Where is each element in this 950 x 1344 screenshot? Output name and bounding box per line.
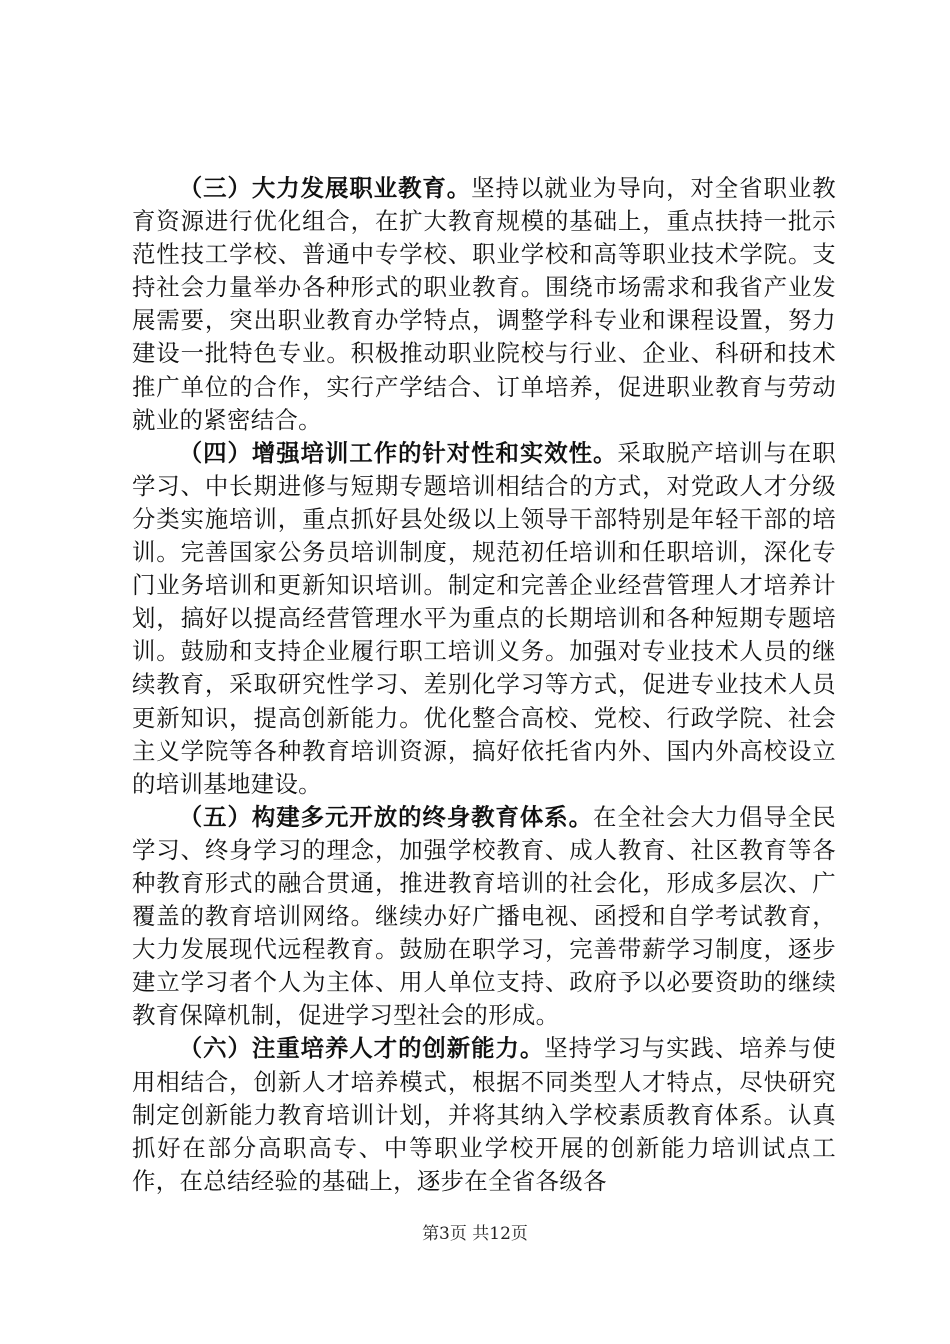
paragraph-innovation-ability [132, 1032, 836, 1197]
paragraph-heading: （五）构建多元开放的终身教育体系。 [178, 802, 593, 831]
paragraph-heading: （三）大力发展职业教育。 [178, 174, 472, 202]
paragraph-vocational-education [132, 172, 836, 437]
paragraph-body: 坚持学习与实践、培养与使用相结合，创新人才培养模式，根据不同类型人才特点，尽快研究制定创新能力教育培训计划，并将其纳入学校素质教育体系。认真抓好在部分高职高专、中等职业学校开展的创新能力培训试点工作，在总结经验的基础上，逐步在全省各级各 [132, 1034, 837, 1195]
paragraph-lifelong-education [132, 801, 836, 1033]
paragraph-training-effectiveness [132, 437, 836, 801]
paragraph-body: 坚持以就业为导向，对全省职业教育资源进行优化组合，在扩大教育规模的基础上，重点扶持一批示范性技工学校、普通中专学校、职业学校和高等职业技术学院。支持社会力量举办各种形式的职业教育。围绕市场需求和我省产业发展需要，突出职业教育办学特点，调整学科专业和课程设置，努力建设一批特色专业。积极推动职业院校与行业、企业、科研和技术推广单位的合作，实行产学结合、订单培养，促进职业教育与劳动就业的紧密结合。 [132, 174, 837, 434]
paragraph-body: 在全社会大力倡导全民学习、终身学习的理念，加强学校教育、成人教育、社区教育等各种教育形式的融合贯通，推进教育培训的社会化，形成多层次、广覆盖的教育培训网络。继续办好广播电视、函授和自学考试教育，大力发展现代远程教育。鼓励在职学习，完善带薪学习制度，逐步建立学习者个人为主体、用人单位支持、政府予以必要资助的继续教育保障机制，促进学习型社会的形成。 [132, 802, 836, 1030]
paragraph-heading: （四）增强培训工作的针对性和实效性。 [178, 438, 618, 467]
document-body [132, 172, 836, 1198]
paragraph-heading: （六）注重培养人才的创新能力。 [178, 1034, 545, 1063]
paragraph-body: 采取脱产培训与在职学习、中长期进修与短期专题培训相结合的方式，对党政人才分级分类实施培训，重点抓好县处级以上领导干部特别是年轻干部的培训。完善国家公务员培训制度，规范初任培训和任职培训，深化专门业务培训和更新知识培训。制定和完善企业经营管理人才培养计划，搞好以提高经营管理水平为重点的长期培训和各种短期专题培训。鼓励和支持企业履行职工培训义务。加强对专业技术人员的继续教育，采取研究性学习、差别化学习等方式，促进专业技术人员更新知识，提高创新能力。优化整合高校、党校、行政学院、社会主义学院等各种教育培训资源，搞好依托省内外、国内外高校设立的培训基地建设。 [132, 438, 836, 798]
page-number-footer: 第3页 共12页 [422, 1224, 528, 1244]
